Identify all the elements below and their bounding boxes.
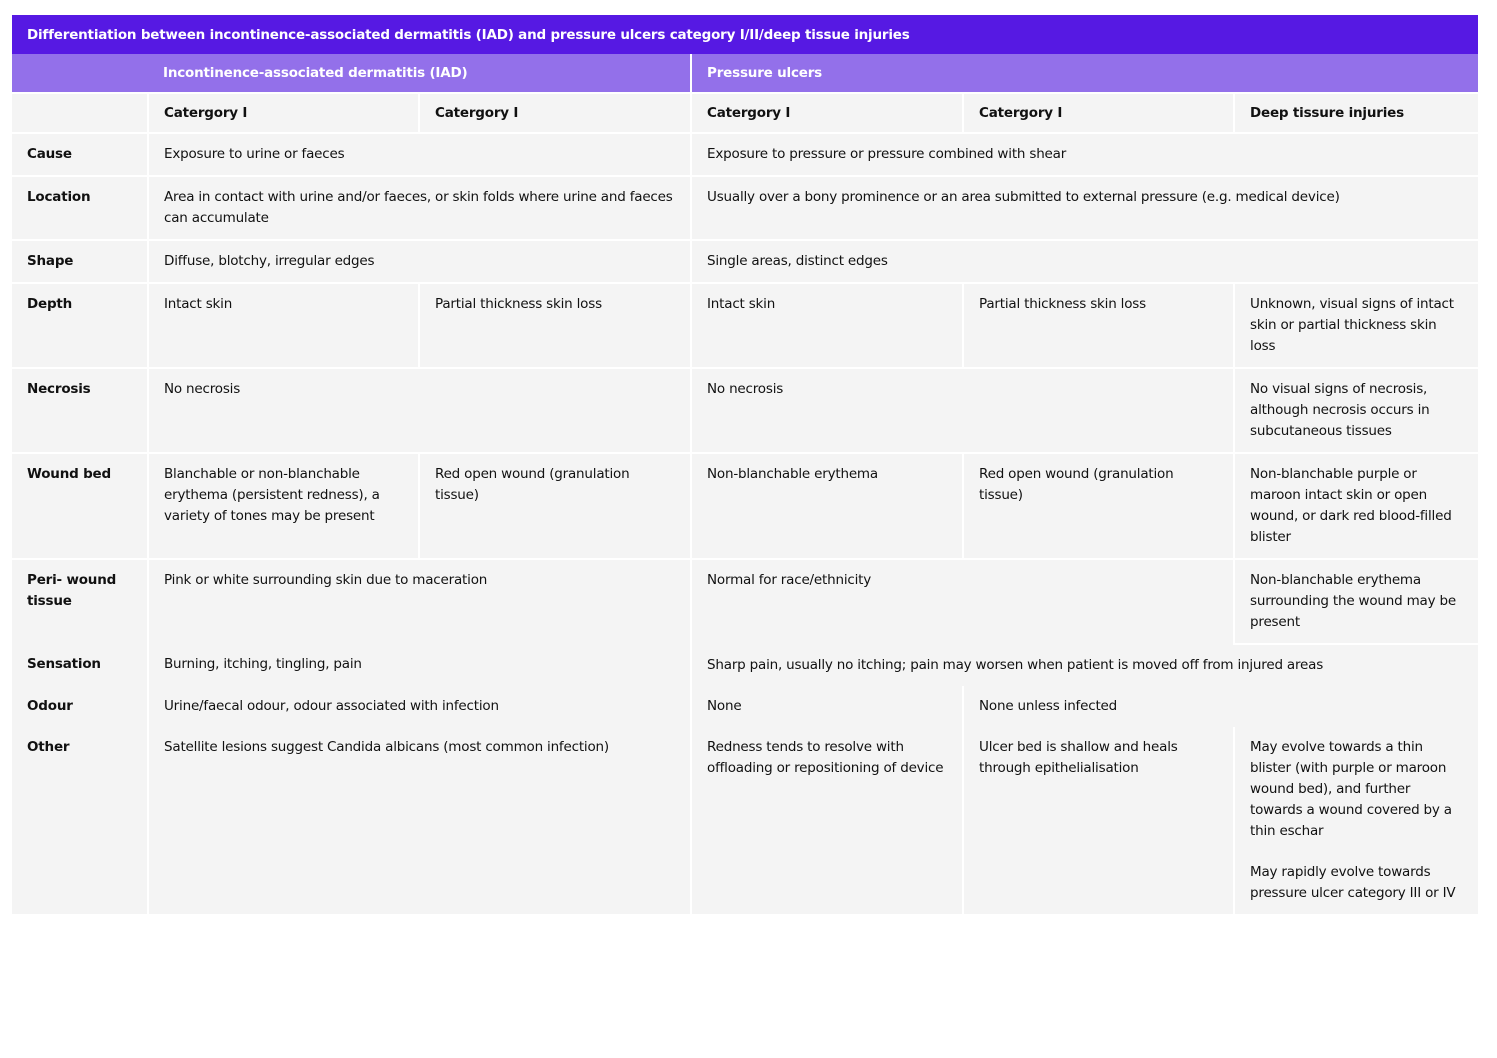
cell-iad: Satellite lesions suggest Candida albicans (most common infection) [148, 727, 691, 914]
row-label: Wound bed [12, 453, 148, 559]
cell-pressure-ulcers: Sharp pain, usually no itching; pain may worsen when patient is moved off from injured areas [691, 644, 1478, 686]
dti-note-2: May rapidly evolve towards pressure ulcer category III or IV [1250, 864, 1456, 901]
table-title: Differentiation between incontinence-associated dermatitis (IAD) and pressure ulcers category I/II/deep tissue injuries [12, 15, 1478, 54]
cell-deep-tissue-injuries: Non-blanchable purple or maroon intact skin or open wound, or dark red blood-filled blister [1234, 453, 1478, 559]
cell-iad: Area in contact with urine and/or faeces, or skin folds where urine and faeces can accumulate [148, 176, 691, 240]
cell-pu-category-2: Partial thickness skin loss [963, 283, 1234, 368]
table-row-other [12, 727, 1478, 914]
row-label: Other [12, 727, 148, 914]
subheader-pu-category-2: Catergory I [963, 93, 1234, 133]
table-row-peri-wound [12, 559, 1478, 644]
subheader-pu-category-1: Catergory I [691, 93, 963, 133]
table-row-shape [12, 240, 1478, 283]
subheader-iad-category-1: Catergory I [148, 93, 419, 133]
cell-pressure-ulcers: Usually over a bony prominence or an area submitted to external pressure (e.g. medical device) [691, 176, 1478, 240]
cell-iad: Diffuse, blotchy, irregular edges [148, 240, 691, 283]
cell-iad: Burning, itching, tingling, pain [148, 644, 691, 686]
row-label: Peri- wound tissue [12, 559, 148, 644]
row-label: Sensation [12, 644, 148, 686]
cell-deep-tissue-injuries: Non-blanchable erythema surrounding the wound may be present [1234, 559, 1478, 644]
group-header-row [12, 54, 1478, 93]
cell-pu-categories: No necrosis [691, 368, 1234, 453]
subheader-deep-tissue-injuries: Deep tissure injuries [1234, 93, 1478, 133]
subheader-row [12, 93, 1478, 133]
cell-pu-category-2-and-dti: None unless infected [963, 686, 1478, 727]
cell-iad-category-2: Partial thickness skin loss [419, 283, 691, 368]
cell-deep-tissue-injuries: Unknown, visual signs of intact skin or partial thickness skin loss [1234, 283, 1478, 368]
cell-iad-category-1: Intact skin [148, 283, 419, 368]
table-row-location [12, 176, 1478, 240]
row-label: Necrosis [12, 368, 148, 453]
cell-pu-category-1: Non-blanchable erythema [691, 453, 963, 559]
cell-pressure-ulcers: Single areas, distinct edges [691, 240, 1478, 283]
cell-pu-categories: Normal for race/ethnicity [691, 559, 1234, 644]
cell-pu-category-1: Intact skin [691, 283, 963, 368]
cell-iad: Urine/faecal odour, odour associated with infection [148, 686, 691, 727]
group-header-blank [12, 54, 148, 93]
cell-deep-tissue-injuries [1234, 727, 1478, 914]
table-row-odour [12, 686, 1478, 727]
table-row-necrosis [12, 368, 1478, 453]
group-header-pressure-ulcers: Pressure ulcers [691, 54, 1478, 93]
cell-iad-category-1: Blanchable or non-blanchable erythema (persistent redness), a variety of tones may be present [148, 453, 419, 559]
table-row-wound-bed [12, 453, 1478, 559]
row-label: Depth [12, 283, 148, 368]
cell-iad-category-2: Red open wound (granulation tissue) [419, 453, 691, 559]
comparison-table [12, 54, 1478, 914]
cell-pressure-ulcers: Exposure to pressure or pressure combined with shear [691, 133, 1478, 176]
row-label: Location [12, 176, 148, 240]
cell-pu-category-2: Red open wound (granulation tissue) [963, 453, 1234, 559]
subheader-iad-category-2: Catergory I [419, 93, 691, 133]
cell-pu-category-1: None [691, 686, 963, 727]
cell-pu-category-2: Ulcer bed is shallow and heals through epithelialisation [963, 727, 1234, 914]
group-header-iad: Incontinence-associated dermatitis (IAD) [148, 54, 691, 93]
cell-iad: Pink or white surrounding skin due to maceration [148, 559, 691, 644]
row-label: Cause [12, 133, 148, 176]
table-row-sensation [12, 644, 1478, 686]
subheader-blank [12, 93, 148, 133]
row-label: Odour [12, 686, 148, 727]
cell-pu-category-1: Redness tends to resolve with offloading or repositioning of device [691, 727, 963, 914]
cell-deep-tissue-injuries: No visual signs of necrosis, although necrosis occurs in subcutaneous tissues [1234, 368, 1478, 453]
table-row-cause [12, 133, 1478, 176]
cell-iad: No necrosis [148, 368, 691, 453]
comparison-table-container [12, 15, 1478, 914]
cell-iad: Exposure to urine or faeces [148, 133, 691, 176]
dti-note-1: May evolve towards a thin blister (with purple or maroon wound bed), and further towards a wound covered by a thin eschar [1250, 739, 1452, 839]
table-row-depth [12, 283, 1478, 368]
row-label: Shape [12, 240, 148, 283]
